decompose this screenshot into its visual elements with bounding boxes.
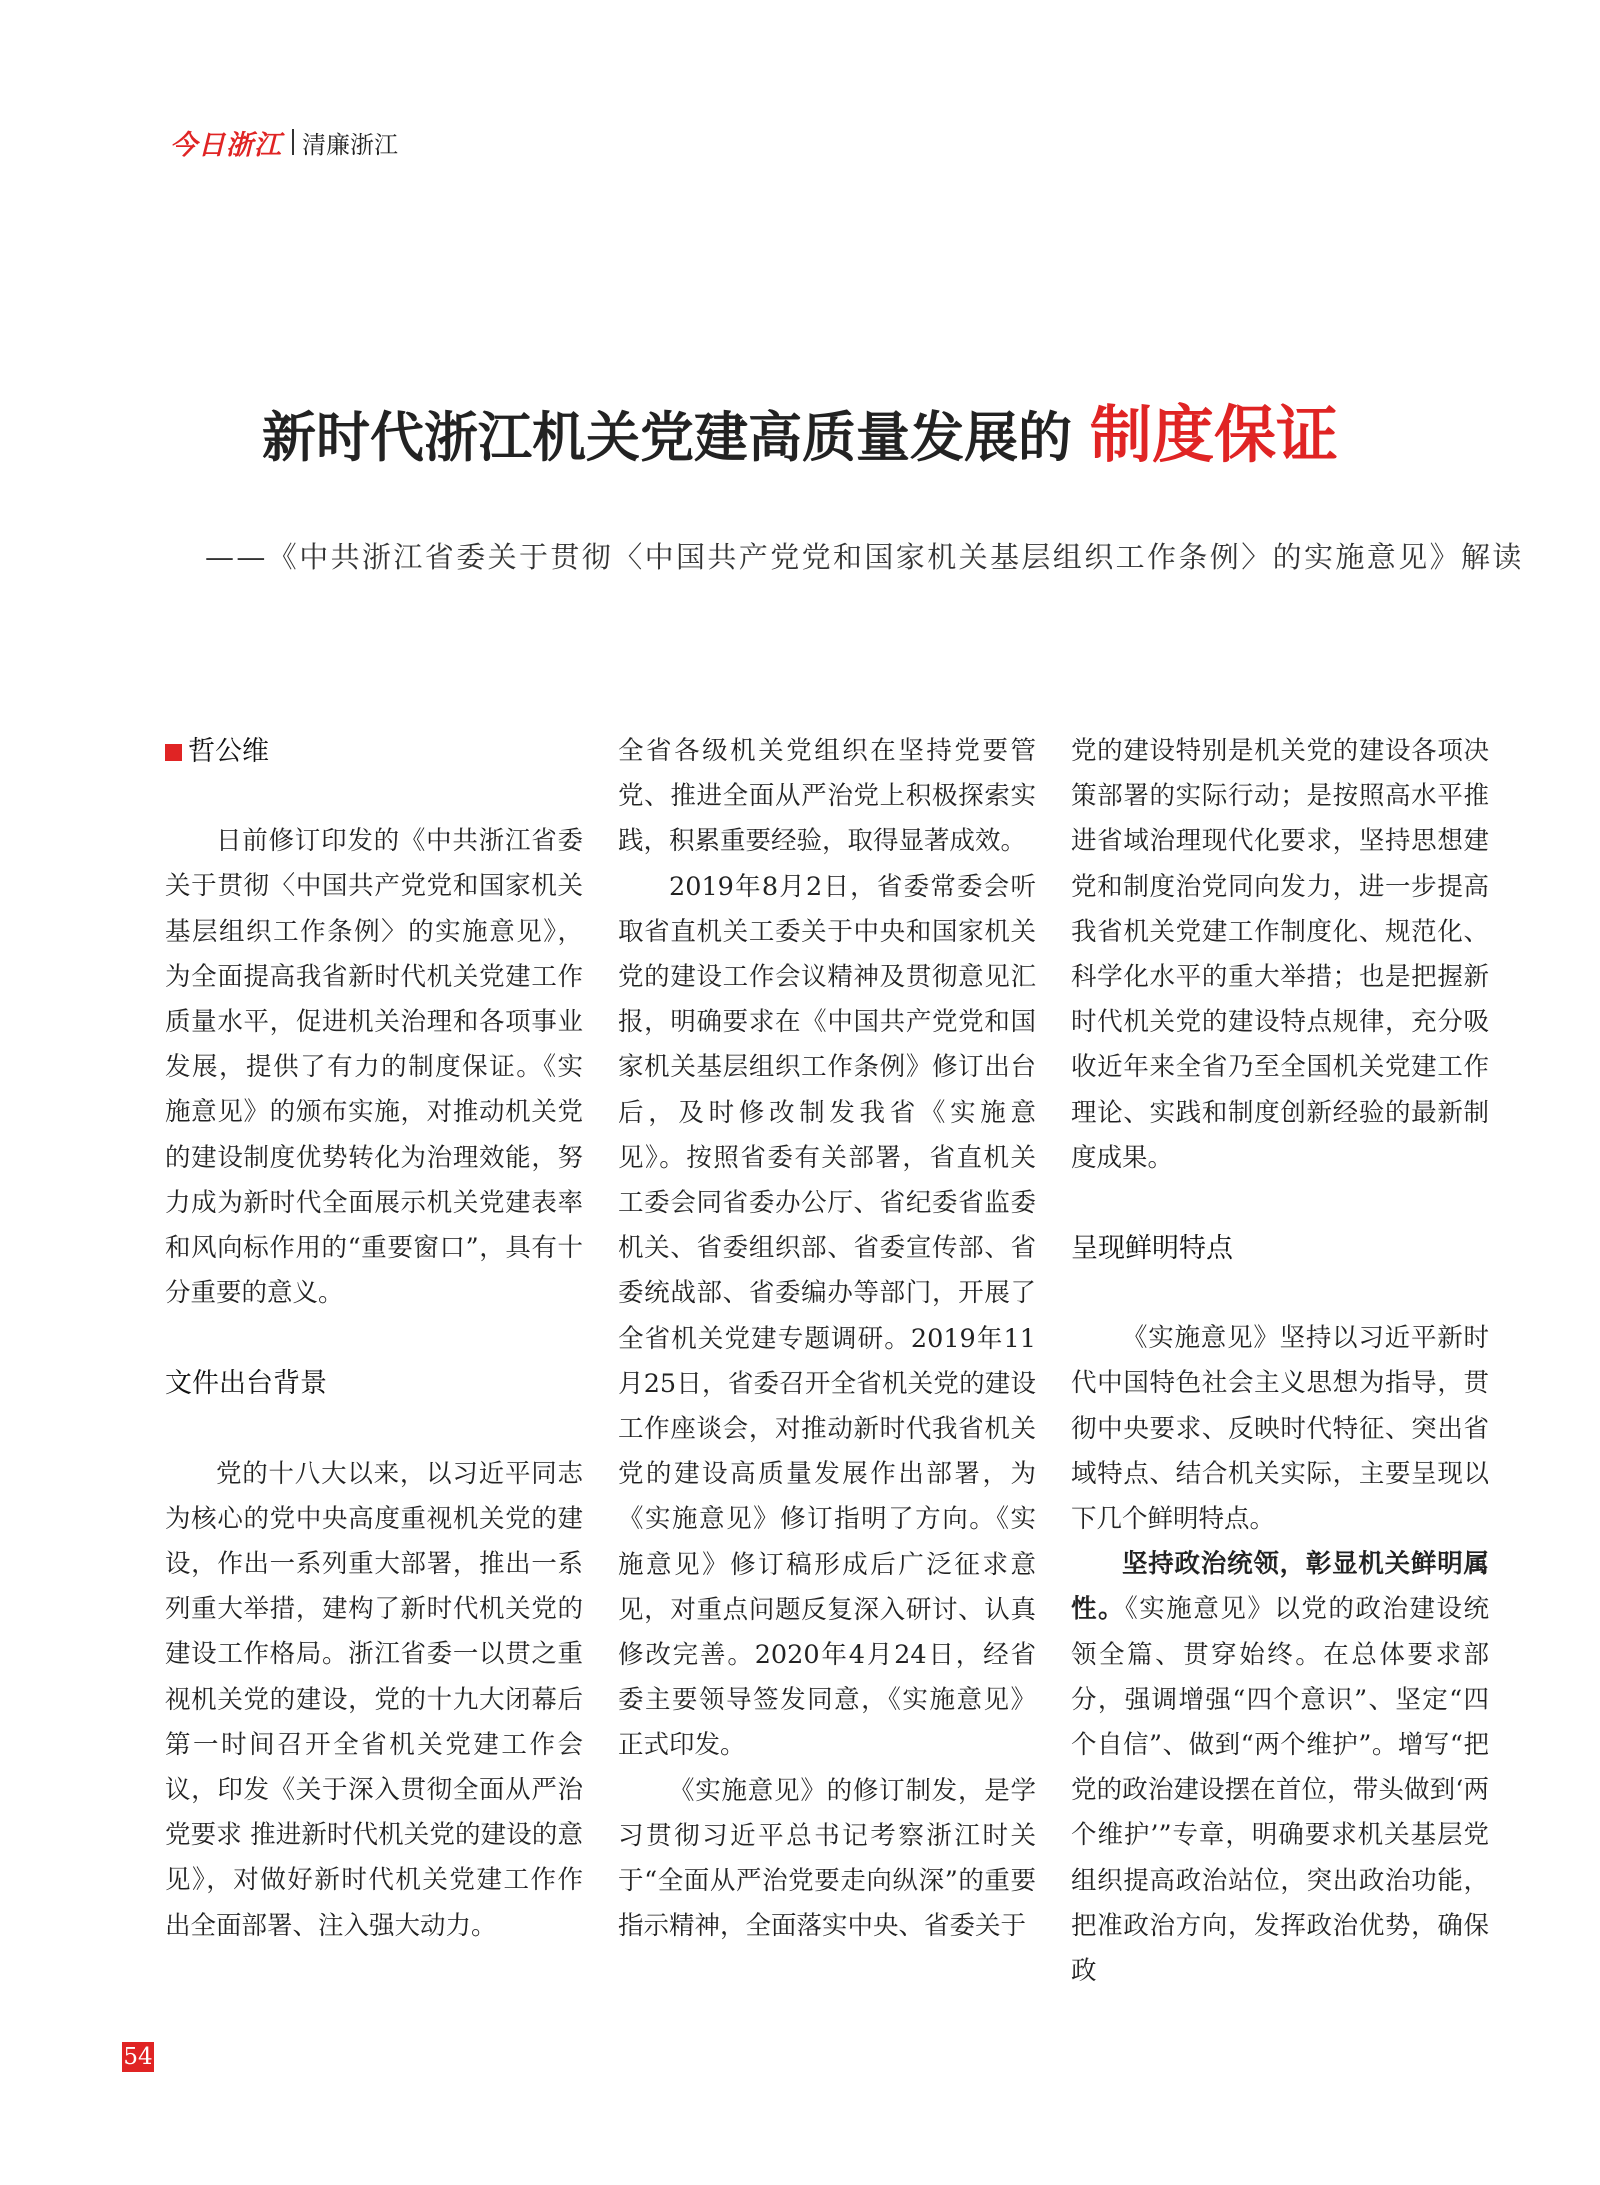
author-byline: 哲公维 [165,729,583,774]
column-3 [1071,729,1489,1994]
paragraph-lead: 坚持政治统领，彰显机关鲜明属性。 [1071,1549,1489,1625]
section-label: 清廉浙江 [302,130,398,159]
header-divider [292,129,294,155]
column-1 [165,729,583,1949]
column-2 [618,729,1036,1949]
section-heading-features: 呈现鲜明特点 [1071,1233,1233,1265]
article-subtitle: ——《中共浙江省委关于贯彻〈中国共产党党和国家机关基层组织工作条例〉的实施意见》解读 [205,540,1524,574]
paragraph-background: 党的十八大以来，以习近平同志为核心的党中央高度重视机关党的建设，作出一系列重大部署，推出一系列重大举措，建构了新时代机关党的建设工作格局。浙江省委一以贯之重视机关党的建设，党的十九大闭幕后第一时间召开全省机关党建工作会议，印发《关于深入贯彻全面从严治党要求 推进新时代机关党的建设的意见》，对做好新时代机关党建工作作出全面部署、注入强大动力。 [165,1458,583,1941]
article-title [0,385,1600,474]
paragraph-significance-continued: 党的建设特别是机关党的建设各项决策部署的实际行动；是按照高水平推进省域治理现代化要求，坚持思想建党和制度治党同向发力，进一步提高我省机关党建工作制度化、规范化、科学化水平的重大举措；也是把握新时代机关党的建设特点规律，充分吸收近年来全省乃至全国机关党建工作理论、实践和制度创新经验的最新制度成果。 [1071,736,1489,1173]
header [170,122,398,162]
paragraph-features-intro: 《实施意见》坚持以习近平新时代中国特色社会主义思想为指导，贯彻中央要求、反映时代特征、突出省域特点、结合机关实际，主要呈现以下几个鲜明特点。 [1071,1323,1489,1535]
title-main: 新时代浙江机关党建高质量发展的 [261,405,1072,469]
page-number: 54 [123,2044,153,2070]
section-heading-background: 文件出台背景 [165,1368,327,1400]
paragraph-political-leadership [1071,1542,1489,1994]
paragraph-body: 《实施意见》以党的政治建设统领全篇、贯穿始终。在总体要求部分，强调增强“四个意识”、坚定“四个自信”、做到“两个维护”。增写“把党的政治建设摆在首位，带头做到‘两个维护’”专章，明确要求机关基层党组织提高政治站位，突出政治功能，把准政治方向，发挥政治优势，确保政 [1071,1594,1489,1987]
paragraph-continued: 全省各级机关党组织在坚持党要管党、推进全面从严治党上积极探索实践，积累重要经验，取得显著成效。 [618,736,1036,857]
paragraph-intro: 日前修订印发的《中共浙江省委关于贯彻〈中国共产党党和国家机关基层组织工作条例〉的实施意见》，为全面提高我省新时代机关党建工作质量水平，促进机关治理和各项事业发展，提供了有力的制度保证。《实施意见》的颁布实施，对推动机关党的建设制度优势转化为治理效能，努力成为新时代全面展示机关党建表率和风向标作用的“重要窗口”，具有十分重要的意义。 [165,826,583,1309]
brand-logo: 今日浙江 [170,129,282,161]
paragraph-significance: 《实施意见》的修订制发，是学习贯彻习近平总书记考察浙江时关于“全面从严治党要走向纵深”的重要指示精神，全面落实中央、省委关于 [618,1775,1036,1942]
paragraph-timeline: 2019年8月2日，省委常委会听取省直机关工委关于中央和国家机关党的建设工作会议精神及贯彻意见汇报，明确要求在《中国共产党党和国家机关基层组织工作条例》修订出台后，及时修改制发我省《实施意见》。按照省委有关部署，省直机关工委会同省委办公厅、省纪委省监委机关、省委组织部、省委宣传部、省委统战部、省委编办等部门，开展了全省机关党建专题调研。2019年11月25日，省委召开全省机关党的建设工作座谈会，对推动新时代我省机关党的建设高质量发展作出部署，为《实施意见》修订指明了方向。《实施意见》修订稿形成后广泛征求意见，对重点问题反复深入研讨、认真修改完善。2020年4月24日，经省委主要领导签发同意，《实施意见》正式印发。 [618,871,1036,1761]
title-accent: 制度保证 [1089,398,1338,471]
